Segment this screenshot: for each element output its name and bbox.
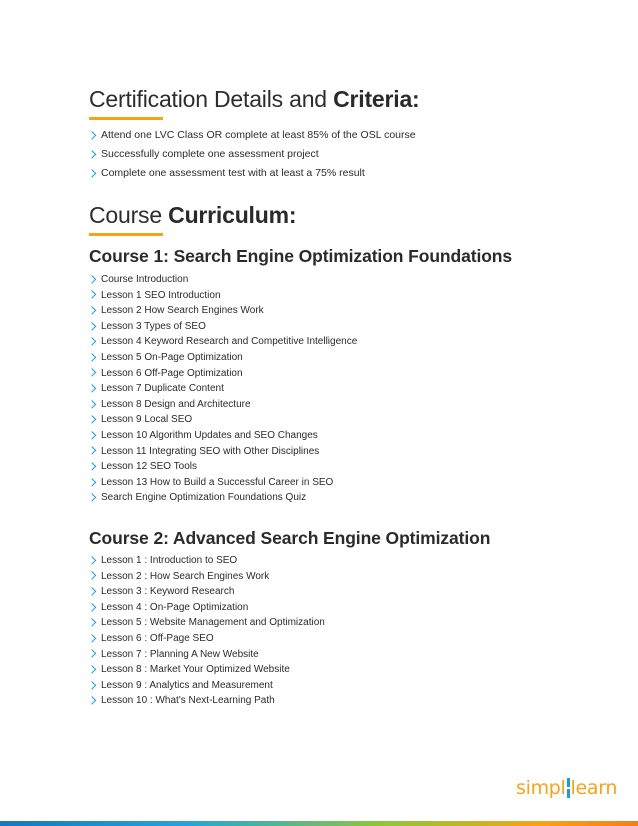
lesson-item (89, 662, 325, 678)
criteria-item-text: Complete one assessment test with at least a 75% result (101, 167, 365, 179)
lesson-item (89, 444, 357, 460)
chevron-right-icon (88, 322, 96, 330)
lesson-item (89, 334, 357, 350)
chevron-right-icon (88, 400, 96, 408)
criteria-item (89, 145, 416, 164)
lesson-item (89, 272, 357, 288)
criteria-item-text: Successfully complete one assessment project (101, 148, 319, 160)
lesson-item (89, 303, 357, 319)
chevron-right-icon (88, 650, 96, 658)
lesson-item-text: Lesson 6 : Off-Page SEO (101, 632, 214, 644)
lesson-item (89, 366, 357, 382)
lesson-item-text: Lesson 1 : Introduction to SEO (101, 555, 238, 566)
lesson-item-text: Lesson 10 : What's Next-Learning Path (101, 695, 275, 707)
chevron-right-icon (88, 337, 96, 345)
lesson-item-text: Lesson 12 SEO Tools (101, 461, 197, 473)
lesson-item (89, 288, 357, 304)
chevron-right-icon (88, 275, 96, 283)
lesson-item-text: Lesson 2 How Search Engines Work (101, 305, 264, 317)
lesson-item-text: Lesson 2 : How Search Engines Work (101, 570, 270, 582)
chevron-right-icon (88, 462, 96, 470)
logo-bar-icon (567, 778, 570, 798)
lesson-item-text: Lesson 3 Types of SEO (101, 320, 206, 332)
chevron-right-icon (88, 369, 96, 377)
lesson-item-text: Lesson 1 SEO Introduction (101, 289, 221, 301)
lesson-item (89, 428, 357, 444)
chevron-right-icon (88, 446, 96, 454)
lesson-item-text: Lesson 10 Algorithm Updates and SEO Changes (101, 429, 318, 441)
lesson-item (89, 319, 357, 335)
lesson-item-text: Lesson 11 Integrating SEO with Other Disciplines (101, 445, 320, 457)
course2-lesson-list (89, 553, 325, 709)
lesson-item-text: Lesson 8 : Market Your Optimized Website (101, 664, 290, 676)
lesson-item-text: Search Engine Optimization Foundations Quiz (101, 492, 307, 504)
lesson-item (89, 553, 325, 569)
lesson-item-text: Lesson 7 : Planning A New Website (101, 648, 259, 660)
lesson-item-text: Lesson 8 Design and Architecture (101, 398, 251, 410)
lesson-item-text: Lesson 6 Off-Page Optimization (101, 367, 243, 379)
course2-title: Course 2: Advanced Search Engine Optimization (89, 528, 491, 548)
chevron-right-icon (88, 384, 96, 392)
lesson-item-text: Lesson 13 How to Build a Successful Career in SEO (101, 476, 334, 488)
lesson-item-text: Lesson 9 Local SEO (101, 414, 193, 426)
chevron-right-icon (88, 603, 96, 611)
lesson-item (89, 569, 325, 585)
criteria-item (89, 164, 416, 183)
logo-text-learn: learn (570, 777, 618, 799)
lesson-item-text: Lesson 5 : Website Management and Optimization (101, 617, 325, 629)
lesson-item-text: Lesson 4 : On-Page Optimization (101, 601, 249, 613)
chevron-right-icon (88, 665, 96, 673)
chevron-right-icon (88, 556, 96, 564)
lesson-item (89, 584, 325, 600)
lesson-item (89, 490, 357, 506)
chevron-right-icon (88, 572, 96, 580)
chevron-right-icon (88, 150, 96, 158)
certification-heading (89, 86, 420, 113)
course1-title: Course 1: Search Engine Optimization Foundations (89, 246, 513, 266)
course1-lesson-list (89, 272, 357, 506)
curriculum-heading (89, 202, 296, 229)
chevron-right-icon (88, 306, 96, 314)
lesson-item (89, 459, 357, 475)
certification-accent-rule (89, 117, 163, 120)
lesson-item (89, 412, 357, 428)
lesson-item-text: Lesson 4 Keyword Research and Competitive Intelligence (101, 336, 358, 348)
curriculum-heading-light: Course (89, 202, 162, 228)
lesson-item (89, 350, 357, 366)
lesson-item (89, 475, 357, 491)
lesson-item (89, 381, 357, 397)
chevron-right-icon (88, 478, 96, 486)
lesson-item (89, 647, 325, 663)
lesson-item-text: Lesson 7 Duplicate Content (101, 383, 224, 395)
chevron-right-icon (88, 431, 96, 439)
certification-criteria-list (89, 126, 416, 183)
certification-heading-bold: Criteria: (333, 86, 420, 112)
criteria-item (89, 126, 416, 145)
chevron-right-icon (88, 169, 96, 177)
chevron-right-icon (88, 634, 96, 642)
lesson-item-text: Course Introduction (101, 274, 189, 285)
chevron-right-icon (88, 587, 96, 595)
lesson-item-text: Lesson 5 On-Page Optimization (101, 351, 243, 363)
lesson-item (89, 600, 325, 616)
chevron-right-icon (88, 493, 96, 501)
lesson-item (89, 678, 325, 694)
chevron-right-icon (88, 696, 96, 704)
chevron-right-icon (88, 353, 96, 361)
chevron-right-icon (88, 291, 96, 299)
simplilearn-logo (516, 776, 617, 800)
footer-gradient-bar (0, 821, 638, 826)
curriculum-heading-bold: Curriculum: (168, 202, 297, 228)
certification-heading-light: Certification Details and (89, 86, 327, 112)
lesson-item (89, 693, 325, 709)
lesson-item-text: Lesson 3 : Keyword Research (101, 586, 235, 598)
chevron-right-icon (88, 131, 96, 139)
chevron-right-icon (88, 681, 96, 689)
lesson-item (89, 397, 357, 413)
lesson-item (89, 631, 325, 647)
criteria-item-text: Attend one LVC Class OR complete at least 85% of the OSL course (101, 129, 416, 141)
lesson-item-text: Lesson 9 : Analytics and Measurement (101, 679, 273, 691)
chevron-right-icon (88, 415, 96, 423)
curriculum-accent-rule (89, 233, 163, 236)
chevron-right-icon (88, 618, 96, 626)
logo-text-simpl: simpl (516, 777, 566, 799)
lesson-item (89, 615, 325, 631)
